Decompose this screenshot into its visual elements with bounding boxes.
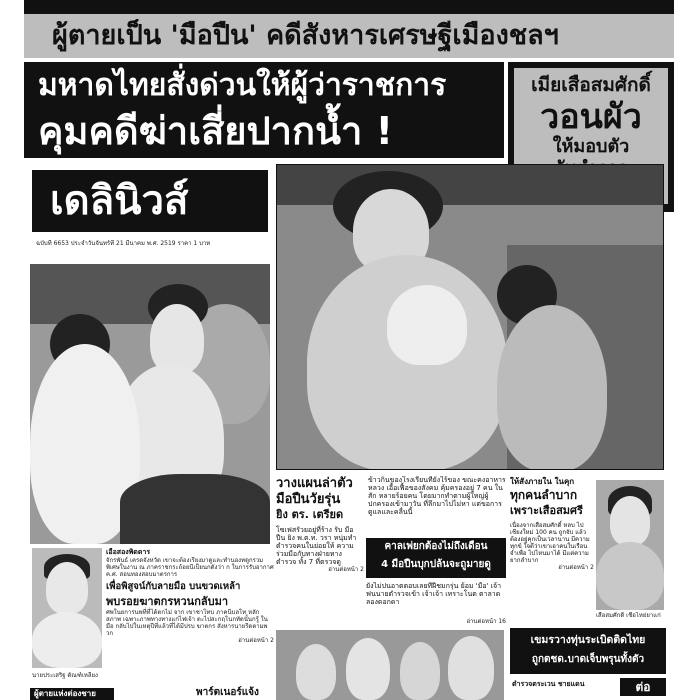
story-fraud-title2: 4 มือปืนบุกปล้นจะถูมายดู	[381, 559, 491, 570]
story-editorial-title2: พบรอยฆาตกรหวนกลับมา	[106, 595, 229, 608]
story-fraud-title1: คาลเพ่ยกต้องไม่ถึงเดือน	[384, 541, 488, 552]
story-jail-body: เนื่องจากเสือสมศักดิ์ หลบ ไป เชียงใหม่ 100 คน ถูกจับ แล้วต้องอยู่คุกเป็นเวลานาน มีความทุกข์ ใจดีว่าเขาเอาคนในเรือนจำเพื่อ ไปไหนมาได้ มีแต่ความยากลำบาก	[510, 522, 590, 564]
photo-mother-children	[276, 164, 664, 470]
portrait-jail-caption: เสือสมศักดิ์ เชือไหย่ยาแก่	[596, 612, 661, 619]
portrait-jail	[596, 480, 664, 610]
story-editorial-more: อ่านต่อหน้า 2	[238, 637, 274, 644]
story-jail-more: อ่านต่อหน้า 2	[558, 564, 594, 571]
story-police-sub: ตำรวจตระเวน ชายแดน	[512, 680, 585, 688]
main-headline-block	[24, 62, 504, 158]
story-hitman-more: อ่านต่อหน้า 2	[328, 566, 364, 573]
bottom-left-strip: ผู้ตายแห่งต่องชาย	[30, 688, 114, 700]
top-strip	[24, 14, 674, 58]
side-headline-line2: วอนผัว	[540, 97, 642, 137]
story-jail-title1: ทุกคนลำบาก	[510, 488, 578, 502]
story-editorial	[106, 548, 274, 688]
story-police-title: เขมรวางทุ่นระเบิดติดไทย	[530, 634, 646, 646]
story-jail-kicker: ให้สังภายใน ในคุก	[510, 477, 575, 486]
story-editorial-body: จักรพันธ์ เครดจังหวัด เขาจะต้องเรียงมาดูและทำนองทดูกรวมพิเศษในงาน ณ ภาคราชกระถ้อยนีเป็ยนกดังว่า ก ในการรับอากาศ ค.ศ. สอนทองสอบมาตรการ	[106, 557, 274, 578]
portrait-left-caption: นายประเสริฐ ตัณฑ์เหลียง	[32, 672, 98, 679]
masthead	[32, 170, 268, 232]
story-hitman	[276, 476, 364, 626]
story-editorial-kicker: เอื้อสองพิดดาร	[106, 548, 151, 556]
portrait-left	[32, 548, 102, 668]
main-headline-line2: คุมคดีฆ่าเสี่ยปากน้ำ !	[38, 109, 393, 153]
story-fraud-title-box	[366, 538, 506, 578]
story-hitman-title1: วางแผนล่าตัว	[276, 476, 353, 491]
story-editorial-title1: เพื่อพิสูจน์กับลายมือ บนขวดเหล้า	[106, 581, 241, 592]
bottom-center-strip: พาร์ตเนอร์แจ้ง	[196, 687, 259, 698]
top-strip-text: ผู้ตายเป็น 'มือปืน' คดีสังหารเศรษฐีเมืองชลฯ	[52, 20, 559, 51]
main-headline-line1: มหาดไทยสั่งด่วนให้ผู้ว่าราชการ	[38, 68, 447, 103]
story-hitman-title2: มือปืนวัยรุ่น	[276, 492, 341, 507]
story-hitman-body: โซเฟสรัวยอยู่ที่ร้าง รับ มือ ปืน ยิง พ.ต.ท. วรา หนุ่มทำตำรวจคนในย่อยให้ ความร่วมมือกับทางฝ่ายทาง ตำรวจ ทั้ง 7 ที่ตรวจดู	[276, 526, 357, 566]
story-fraud-more: อ่านต่อหน้า 16	[466, 618, 506, 625]
photo-officials	[30, 264, 270, 544]
issue-line: ฉบับที่ 6653 ประจำวันจันทร์ที่ 21 มีนาคม พ.ศ. 2519 ราคา 1 บาท	[36, 240, 211, 247]
story-column-body: ข้าวกินของโรงเรียนที่ยังไร้ของ ขณะคงอาหาร หลวง เอื้อเฟื้อของสังคม คุ้มครองอยู่ 7 คน ในสัก หลายร้อยคน โดยมากทำตามผู้ใหญ่ผู้ปกครองเข้ามาวัน ที่ลึกมาไปไม่หา แต่ขอการดูแลและคลื่นนี้	[368, 476, 506, 516]
story-jail-title2: เพราะเสือสมศรี	[510, 504, 583, 517]
side-headline-line1: เมียเสือสมศักดิ์	[531, 74, 651, 96]
masthead-title: เดลินิวส์	[50, 178, 189, 224]
story-police-tag: ต่อ	[620, 678, 666, 696]
story-police-title-box	[510, 628, 666, 674]
story-editorial-body2: ศพในยการนพที่ที่ได้ตกไม่ จาก เขาชาโทบ ภาคนีบลโท หลักสภาพ เฉพาะภาพทางทางแก่ไฟเจ้า ตะไปสะกฤโนกทัดนั้นกรู้ ในมือ กลับไปในเหตุปีที่แล้วที่ได้มีปรบ ฆาตกร สังหารนายรีดตามพวก	[106, 609, 268, 637]
story-police-title2: ถูกตชด.บาดเจ็บพรุนทั้งตัว	[531, 654, 645, 665]
story-hitman-title3: ยิง ตร. เตรียด	[276, 508, 344, 521]
photo-crowd	[276, 630, 504, 700]
side-headline-line3: ให้มอบตัว	[552, 136, 630, 157]
story-jail	[510, 476, 594, 626]
story-fraud-body: ยังไม่ปนอาตตอบเลยที่ฝีชมกรุ่น ย้อม 'มือ' เจ้าฟนนายตำรวจเข้า เจ้าเจ้า เทราะโนต ตาลาดลองดอกดา	[366, 582, 502, 606]
